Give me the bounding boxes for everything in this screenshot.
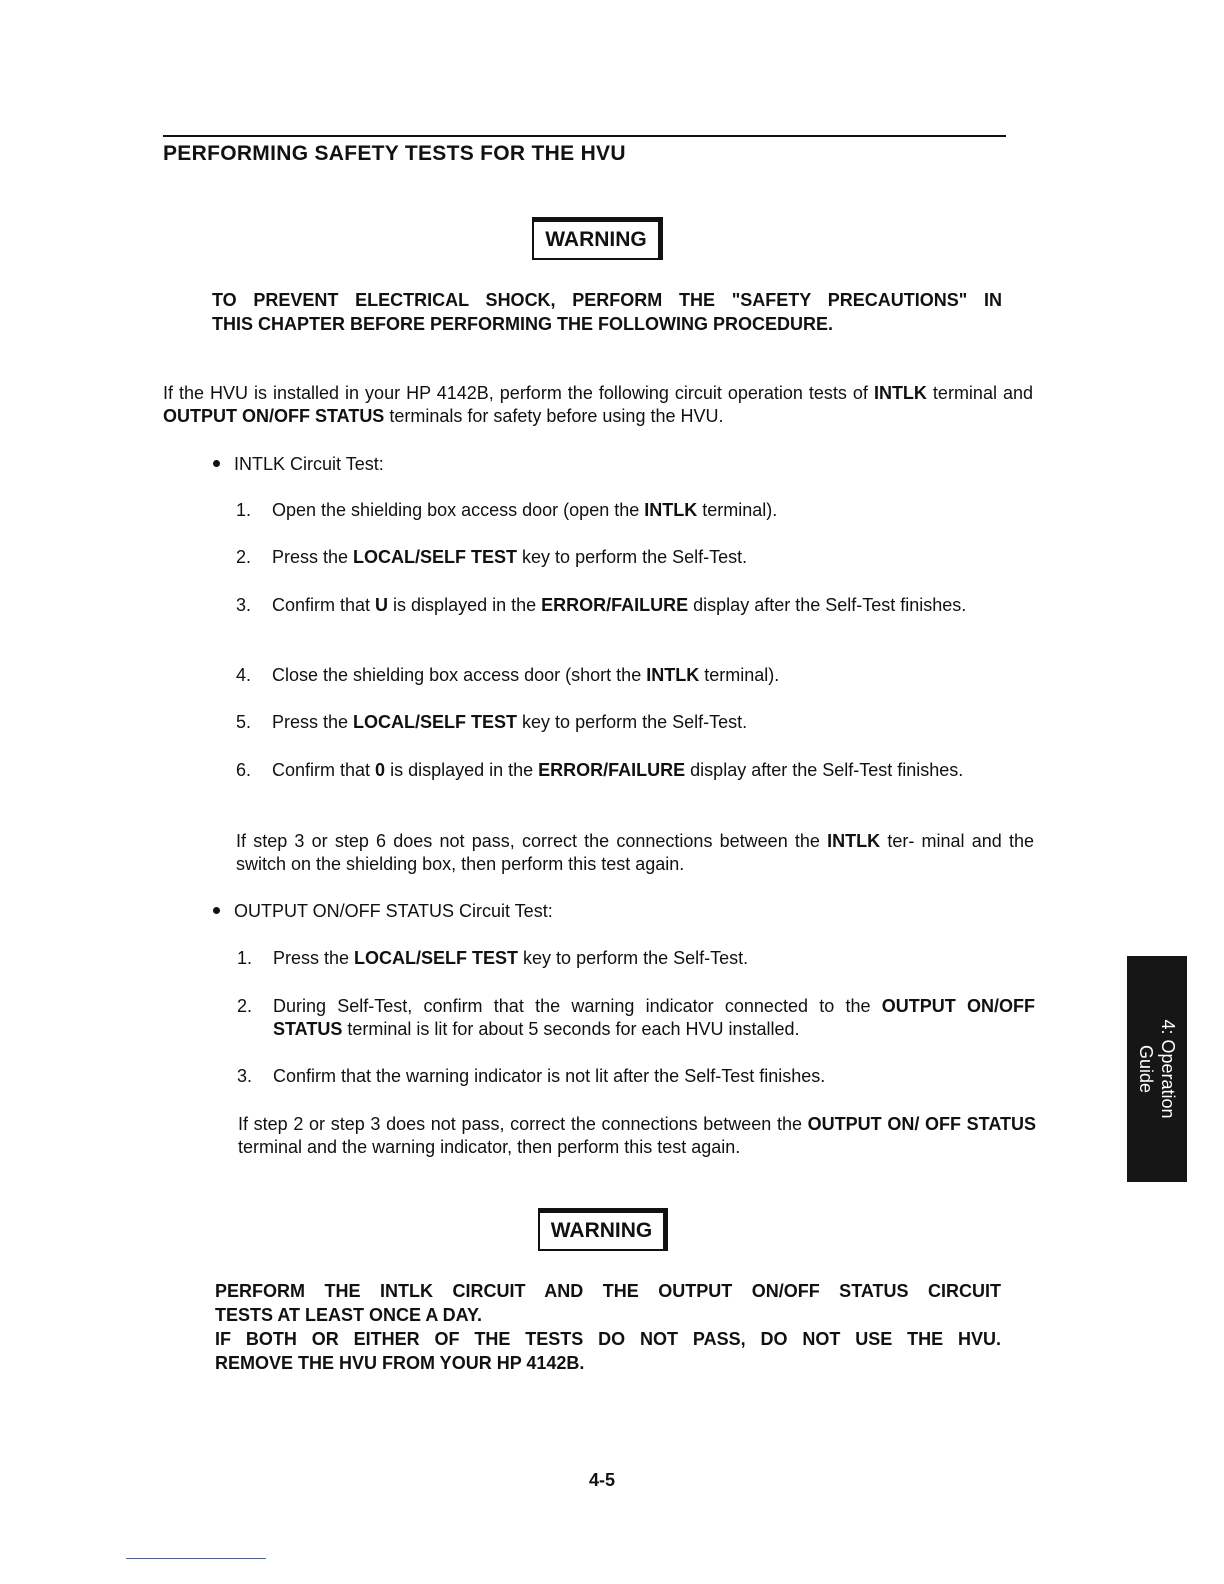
- step-text: During Self-Test, confirm that the warning indicator connected to the OUTPUT ON/OFF STATUS terminal is lit for about 5 seconds for each HVU installed.: [273, 996, 1035, 1039]
- warning-line-4: REMOVE THE HVU FROM YOUR HP 4142B.: [215, 1353, 585, 1373]
- status-step-2: [237, 995, 1037, 1043]
- intro-text-1: If the HVU is installed in your HP 4142B, perform the following circuit operation tests of: [163, 383, 874, 403]
- status-step-3: [237, 1065, 1037, 1089]
- intlk-step-5: [236, 711, 1036, 735]
- intro-text-2: terminal and: [926, 383, 1033, 403]
- intro-bold-2: OUTPUT ON/OFF STATUS: [163, 406, 385, 426]
- intlk-step-2: [236, 546, 1036, 570]
- bullet-dot-icon: [213, 460, 220, 467]
- warning-line-2: THIS CHAPTER BEFORE PERFORMING THE FOLLOWING PROCEDURE.: [212, 314, 834, 334]
- bullet-intlk-test: [213, 453, 384, 476]
- warning-line-3: IF BOTH OR EITHER OF THE TESTS DO NOT PASS, DO NOT USE THE HVU.: [215, 1329, 1001, 1349]
- step-number: 3.: [236, 595, 252, 615]
- step-text: Press the LOCAL/SELF TEST key to perform the Self-Test.: [272, 712, 748, 732]
- step-text: Confirm that U is displayed in the ERROR/FAILURE display after the Self-Test finishes.: [272, 595, 967, 615]
- warning-line-1: TO PREVENT ELECTRICAL SHOCK, PERFORM THE "SAFETY PRECAUTIONS" IN: [212, 290, 1002, 310]
- warning-line-2: TESTS AT LEAST ONCE A DAY.: [215, 1305, 483, 1325]
- intro-text-3: terminals for safety before using the HVU.: [384, 406, 724, 426]
- chapter-side-tab: [1127, 956, 1187, 1182]
- section-heading: PERFORMING SAFETY TESTS FOR THE HVU: [163, 142, 626, 165]
- intlk-note: If step 3 or step 6 does not pass, correct the connections between the INTLK ter- minal and the switch on the shielding box, then perform this test again.: [236, 831, 1034, 874]
- intlk-step-1: [236, 499, 1036, 523]
- step-number: 1.: [237, 948, 253, 968]
- warning-text-top: [212, 288, 1002, 336]
- step-text: Confirm that the warning indicator is not lit after the Self-Test finishes.: [273, 1066, 826, 1086]
- warning-label-top: WARNING: [532, 220, 663, 260]
- bullet-status-title: OUTPUT ON/OFF STATUS Circuit Test:: [234, 901, 553, 921]
- page-number: 4-5: [588, 1470, 615, 1490]
- intro-paragraph: [163, 382, 1033, 428]
- step-number: 6.: [236, 760, 252, 780]
- warning-label-bottom: WARNING: [538, 1211, 668, 1251]
- step-text: Open the shielding box access door (open the INTLK terminal).: [272, 500, 778, 520]
- step-number: 1.: [236, 500, 252, 520]
- step-number: 5.: [236, 712, 252, 732]
- warning-line-1: PERFORM THE INTLK CIRCUIT AND THE OUTPUT ON/OFF STATUS CIRCUIT: [215, 1281, 1001, 1301]
- status-step-1: [237, 947, 1037, 971]
- step-text: Press the LOCAL/SELF TEST key to perform the Self-Test.: [273, 948, 749, 968]
- step-text: Confirm that 0 is displayed in the ERROR/FAILURE display after the Self-Test finishes.: [272, 760, 964, 780]
- top-rule: [163, 135, 1006, 137]
- step-number: 3.: [237, 1066, 253, 1086]
- step-text: Press the LOCAL/SELF TEST key to perform the Self-Test.: [272, 547, 748, 567]
- step-text: Close the shielding box access door (short the INTLK terminal).: [272, 665, 780, 685]
- bullet-status-test: [213, 900, 553, 923]
- chapter-tab-line-1: 4: Operation: [1158, 1019, 1178, 1119]
- intlk-step-3: [236, 594, 1036, 642]
- intro-bold-1: INTLK: [873, 383, 927, 403]
- intlk-step-6: [236, 759, 1036, 807]
- step-number: 4.: [236, 665, 252, 685]
- intlk-step-4: [236, 664, 1036, 688]
- footer-rule: [126, 1558, 266, 1559]
- bullet-intlk-title: INTLK Circuit Test:: [234, 454, 384, 474]
- bullet-dot-icon: [213, 907, 220, 914]
- warning-text-bottom: [215, 1279, 1001, 1375]
- chapter-tab-label: [1135, 1019, 1179, 1118]
- chapter-tab-line-2: Guide: [1136, 1044, 1156, 1094]
- step-number: 2.: [236, 547, 252, 567]
- status-note: If step 2 or step 3 does not pass, correct the connections between the OUTPUT ON/ OFF STATUS terminal and the warning indicator, then perform this test again.: [238, 1114, 1036, 1157]
- step-number: 2.: [237, 996, 253, 1016]
